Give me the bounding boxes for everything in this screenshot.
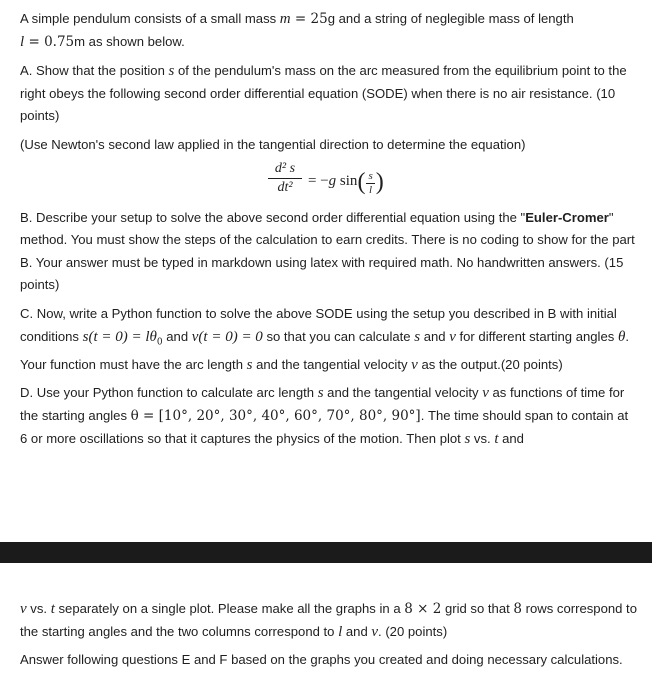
sode-equation — [20, 159, 638, 203]
continuation-text: separately on a single plot. Please make all the graphs in a — [54, 601, 405, 616]
math-mass-symbol: m — [279, 11, 291, 27]
math-l-symbol: l — [338, 623, 343, 640]
part-c-text: as the output.(20 points) — [417, 356, 563, 372]
intro-text: g and a string of neglegible mass of length — [327, 11, 574, 26]
part-a-paragraph — [20, 60, 638, 128]
intro-text: A simple pendulum consists of a small mass — [20, 11, 280, 26]
part-c-text: so that you can calculate — [262, 328, 415, 344]
part-a-text: of the pendulum's mass on the arc measured from the equilibrium point to the right obeys the following second order differential equation (SODE) when there is no air resistance. (10 points) — [20, 63, 627, 124]
part-d-text: and — [498, 430, 524, 446]
grid-size: 8 × 2 — [404, 601, 442, 617]
part-a-hint: (Use Newton's second law applied in the tangential direction to determine the equation) — [20, 136, 526, 152]
part-c-text: and — [420, 328, 450, 344]
euler-cromer-bold: Euler-Cromer — [525, 209, 609, 225]
math-v-symbol: v — [449, 328, 456, 345]
final-instruction: Answer following questions E and F based on the graphs you created and doing necessary calculations. — [20, 652, 623, 668]
math-t-symbol: t — [494, 430, 499, 447]
page-break-bar — [0, 542, 652, 563]
math-v-symbol: v — [20, 601, 27, 617]
math-s-symbol: s — [317, 385, 324, 402]
part-c-text: . Your function must have the arc length — [20, 328, 629, 372]
part-d-text: vs. — [470, 430, 495, 446]
equation-open-paren: ( — [357, 168, 366, 195]
math-v-symbol: v — [482, 385, 489, 402]
initial-condition-v: v(t = 0) = 0 — [191, 328, 263, 345]
part-c-paragraph — [20, 303, 638, 376]
math-length-symbol: l — [20, 33, 25, 50]
part-d-text: and the tangential velocity — [323, 385, 483, 401]
continuation-text: vs. — [26, 601, 51, 616]
continuation-text: rows correspond to the starting angles and the two columns correspond to — [20, 601, 637, 639]
part-c-text: for different starting angles — [455, 328, 618, 344]
math-s-symbol: s — [246, 356, 253, 373]
part-c-text: and the tangential velocity — [252, 356, 412, 372]
equation-s-over-l — [366, 171, 374, 196]
math-v-symbol: v — [411, 356, 418, 373]
intro-paragraph — [20, 8, 638, 53]
equation-frac-num: s — [368, 169, 373, 182]
question-lower-section — [20, 598, 638, 678]
part-b-paragraph — [20, 207, 638, 297]
row-count: 8 — [513, 601, 522, 617]
continuation-text: . (20 points) — [378, 623, 448, 639]
continuation-text: grid so that — [441, 601, 514, 616]
math-s-symbol: s — [464, 430, 471, 447]
theta-subscript: 0 — [156, 337, 163, 348]
part-a-text: A. Show that the position — [20, 63, 169, 79]
equation-equals-minus: = − — [308, 172, 329, 189]
math-mass-value: = 25 — [290, 11, 328, 27]
equation-numerator: d² s — [268, 161, 302, 179]
equation-g: g — [328, 172, 337, 189]
part-c-text: C. Now, write a Python function to solve the above SODE using the setup you described in B with initial conditions — [20, 305, 617, 344]
continuation-text: and — [342, 623, 372, 639]
equation-rhs — [308, 169, 384, 196]
equation-lhs-fraction — [268, 161, 302, 196]
equation-close-paren: ) — [375, 168, 384, 195]
starting-angles-list: θ = [10°, 20°, 30°, 40°, 60°, 70°, 80°, 90°] — [130, 407, 421, 424]
equation-frac-den: l — [369, 183, 373, 196]
continuation-paragraph — [20, 598, 638, 643]
intro-text: m as shown below. — [74, 33, 185, 49]
part-d-text: as functions of time for the starting angles — [20, 385, 625, 423]
initial-condition-s: s(t = 0) = lθ — [82, 328, 157, 345]
part-c-text: and — [162, 328, 192, 344]
math-t-symbol: t — [50, 601, 55, 617]
part-b-text: " method. You must show the steps of the calculation to earn credits. There is no coding to show for the part B. Your answer must be typed in markdown using latex with required math. No handwritten answers. (15 points) — [20, 209, 635, 293]
equation-sin: sin — [336, 172, 358, 189]
math-s-symbol: s — [168, 63, 175, 80]
equation-denominator: dt² — [277, 179, 293, 195]
part-d-paragraph — [20, 382, 638, 450]
math-s-symbol: s — [414, 328, 421, 345]
question-upper-section — [20, 8, 638, 456]
part-d-text: . The time should span to contain at 6 or more oscillations so that it captures the physics of the motion. Then plot — [20, 407, 629, 446]
part-d-text: D. Use your Python function to calculate arc length — [20, 385, 318, 401]
math-length-value: = 0.75 — [24, 33, 75, 50]
math-v-symbol: v — [371, 623, 379, 640]
math-theta-symbol: θ — [617, 328, 626, 345]
part-b-text: B. Describe your setup to solve the above second order differential equation using the " — [20, 209, 526, 225]
